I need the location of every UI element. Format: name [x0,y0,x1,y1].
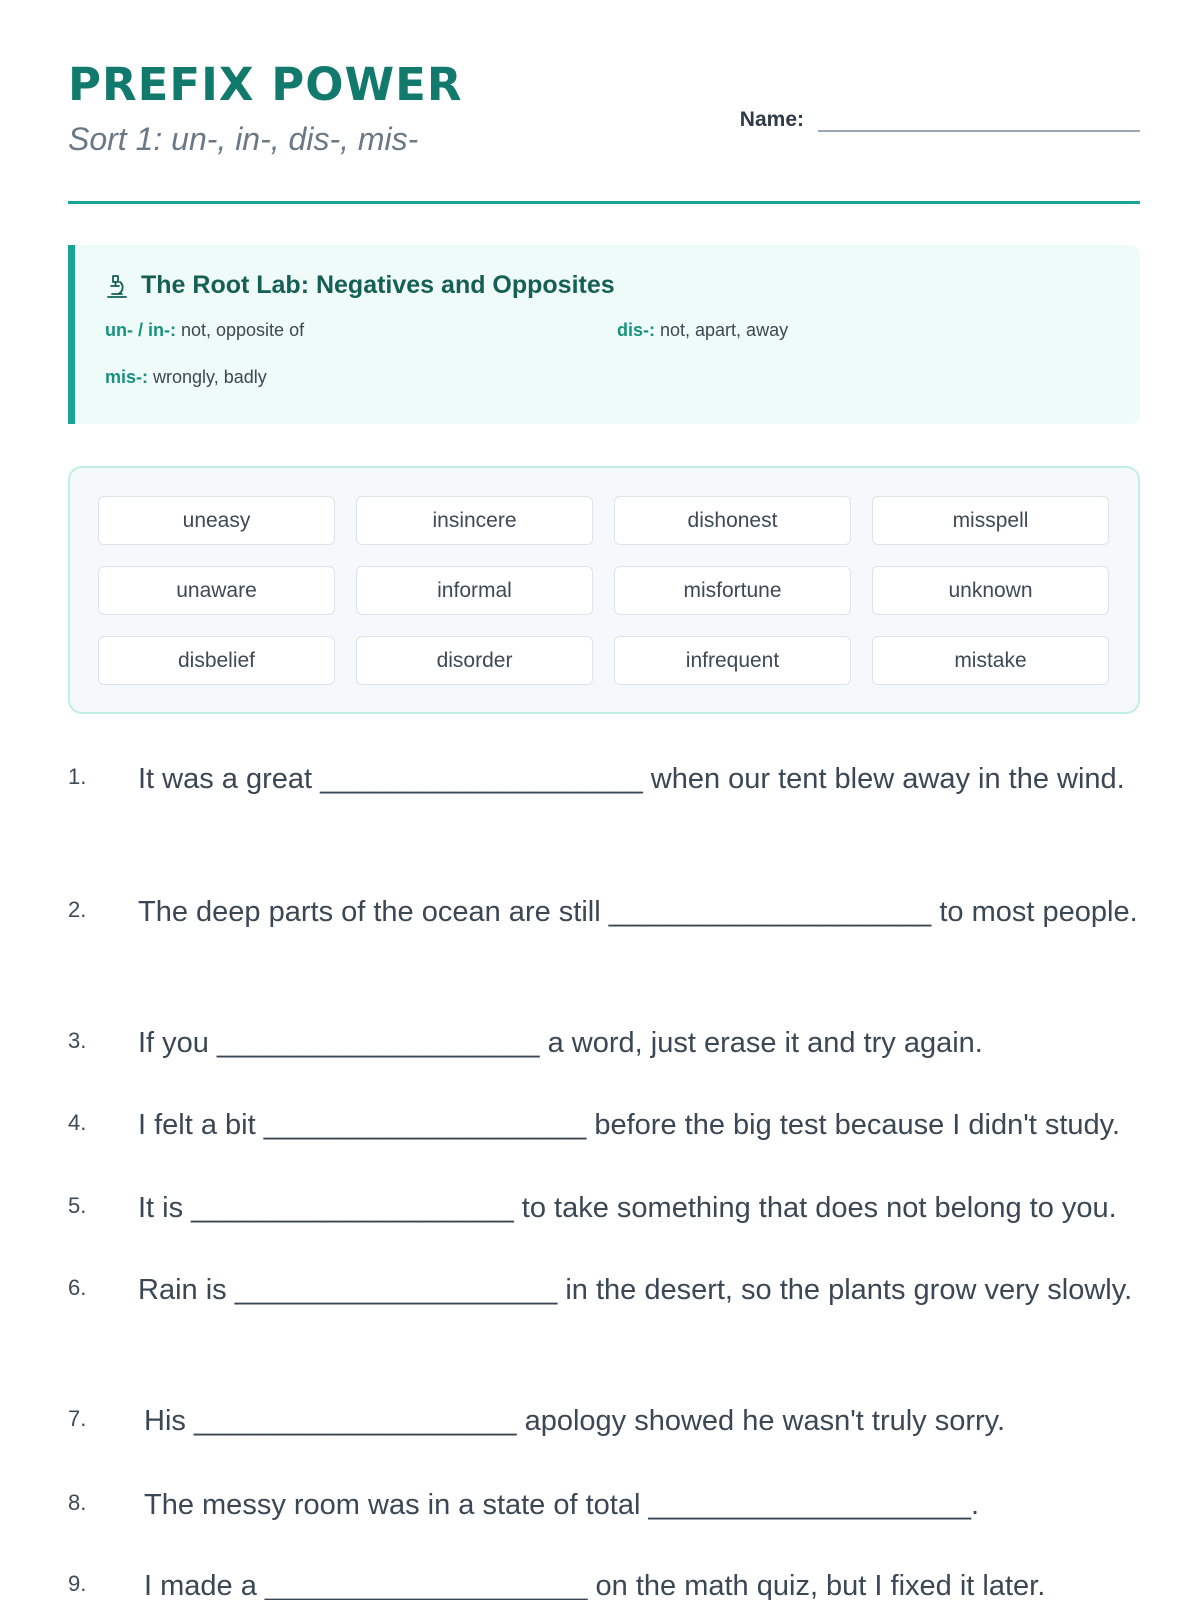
definition-un-in [105,320,617,341]
page-title: PREFIX POWER [68,58,463,111]
question-number: 6. [68,1275,87,1300]
prefix-label: un- / in-: [105,320,176,340]
word-chip[interactable]: disbelief [98,636,335,685]
question-text[interactable]: I made a ____________________ on the math quiz, but I fixed it later. [144,1570,1046,1600]
question-text[interactable]: The messy room was in a state of total ____________________. [144,1489,980,1521]
question-text[interactable]: It was a great ____________________ when our tent blew away in the wind. [138,763,1125,795]
question-item [68,888,1148,1019]
question-text[interactable]: If you ____________________ a word, just erase it and try again. [138,1027,983,1059]
question-item [68,1562,1148,1600]
question-list [68,755,1148,1600]
question-number: 2. [68,897,87,922]
question-number: 1. [68,764,87,789]
page-subtitle: Sort 1: un-, in-, dis-, mis- [68,121,419,157]
question-item [68,1266,1148,1397]
question-item [68,1101,1148,1184]
question-number: 9. [68,1571,87,1596]
word-chip[interactable]: unknown [872,566,1109,615]
question-text[interactable]: The deep parts of the ocean are still ____________________ to most people. [138,896,1138,928]
question-item [68,1019,1148,1101]
word-chip[interactable]: misfortune [614,566,851,615]
microscope-icon [105,273,129,299]
name-label: Name: [739,108,804,131]
word-chip[interactable]: informal [356,566,593,615]
prefix-label: dis-: [617,320,655,340]
question-number: 7. [68,1406,87,1431]
question-number: 5. [68,1193,87,1218]
question-item [68,1481,1148,1562]
question-text[interactable]: It is ____________________ to take something that does not belong to you. [138,1192,1117,1224]
header-divider [68,201,1140,204]
question-text[interactable]: I felt a bit ____________________ before the big test because I didn't study. [138,1109,1121,1141]
root-lab-title: The Root Lab: Negatives and Opposites [141,271,615,299]
worksheet-header [68,58,1140,204]
prefix-meaning: not, apart, away [655,320,789,340]
word-chip[interactable]: infrequent [614,636,851,685]
question-number: 8. [68,1490,87,1515]
question-item [68,755,1148,888]
question-text[interactable]: His ____________________ apology showed he wasn't truly sorry. [144,1405,1006,1437]
word-chip[interactable]: disorder [356,636,593,685]
prefix-definitions [105,320,1110,388]
prefix-meaning: wrongly, badly [148,367,267,387]
root-lab-panel [68,245,1140,424]
question-number: 4. [68,1110,87,1135]
word-chip[interactable]: uneasy [98,496,335,545]
question-number: 3. [68,1028,87,1053]
word-bank [68,466,1140,714]
question-text[interactable]: Rain is ____________________ in the desert, so the plants grow very slowly. [138,1274,1133,1306]
definition-mis [105,367,617,388]
name-field-group [740,104,1140,132]
word-chip[interactable]: unaware [98,566,335,615]
word-chip[interactable]: misspell [872,496,1109,545]
name-field[interactable] [818,104,1140,132]
question-item [68,1397,1148,1481]
prefix-label: mis-: [105,367,149,387]
root-lab-heading [105,271,1110,300]
prefix-meaning: not, opposite of [175,320,305,340]
question-item [68,1184,1148,1266]
word-chip[interactable]: dishonest [614,496,851,545]
word-chip[interactable]: mistake [872,636,1109,685]
word-chip[interactable]: insincere [356,496,593,545]
definition-dis [617,320,1110,341]
